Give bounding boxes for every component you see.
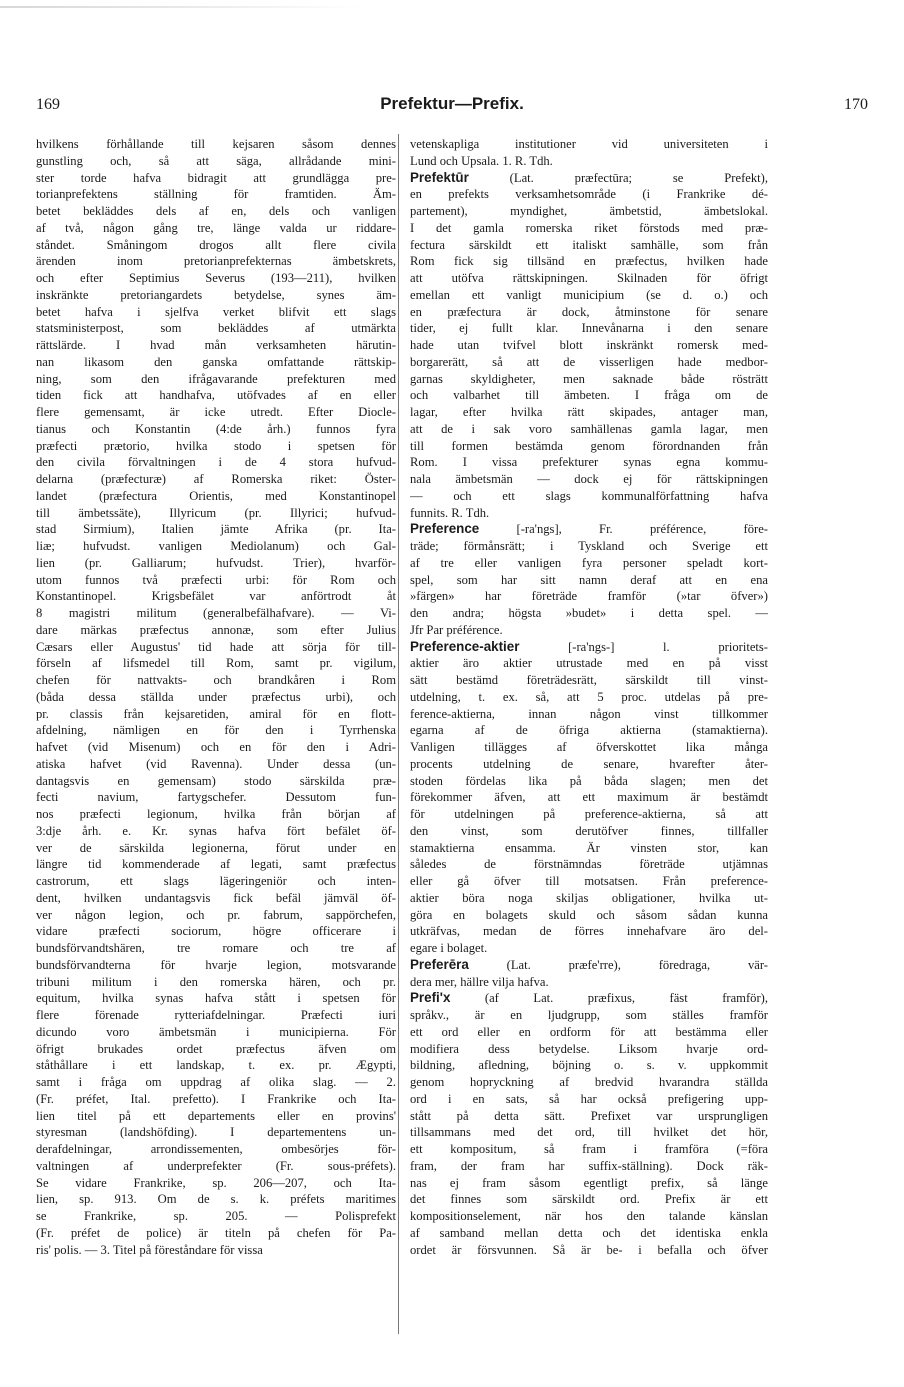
text-line: ordet är försvunnen. Så är be- i befalla och öfver bbox=[410, 1242, 768, 1257]
text-line: statsministerpost, som bekläddes af utmärkta bbox=[36, 321, 396, 336]
text-line: vetenskapliga institutioner vid universiteten i bbox=[410, 137, 768, 151]
text-line: utom funnos två præfecti urbi: för Rom och bbox=[36, 572, 396, 587]
right-column bbox=[410, 136, 768, 1258]
scan-edge-mark bbox=[0, 6, 904, 8]
text-line: af tre eller vanligen fyra personer speladt kort- bbox=[410, 555, 768, 570]
text-line: egarna af de öfriga aktierna (stamaktierna). bbox=[410, 723, 768, 738]
text-line: att utöfva rättskipningen. Skilnaden för öfrigt bbox=[410, 271, 768, 285]
text-line: dera mer, hällre vilja hafva. bbox=[410, 974, 549, 989]
text-line: genom hopryckning af bredvid hvarandra ställda bbox=[410, 1075, 768, 1089]
text-line: tiden fick att handhafva, utöfvades af en eller bbox=[36, 388, 396, 403]
text-line: betet bekläddes dels af en, dels och vanligen bbox=[36, 204, 396, 218]
text-line: den vinst, som derutöfver finnes, tillfaller bbox=[410, 823, 768, 838]
text-line: landet (præfectura Orientis, med Konstantinopel bbox=[36, 488, 396, 503]
text-line: lien, sp. 913. Om de s. k. préfets maritimes bbox=[36, 1192, 396, 1207]
text-line: garnas skyldigheter, men saknade både rösträtt bbox=[410, 371, 768, 386]
text-line: utkräfvas, medan de förres innehafvare äro del- bbox=[410, 924, 768, 939]
text-line: ärenden inom pretorianprefekternas ämbetskrets, bbox=[36, 254, 396, 269]
text-line: (Fr. préfet, Ital. prefetto). I Frankrike och Ita- bbox=[36, 1091, 396, 1106]
text-line: se Frankrike, sp. 205. — Polisprefekt bbox=[36, 1209, 396, 1223]
headword: Prefektūr bbox=[410, 169, 469, 185]
text-line: lien (pr. Galliarum; hufvudst. Trier), hvarför- bbox=[36, 555, 396, 570]
text-line: borgarerätt, så att de visserligen hade medbor- bbox=[410, 354, 768, 369]
text-line: dicundo voro ämbetsmän i municipierna. För bbox=[36, 1024, 396, 1039]
page-header bbox=[36, 96, 868, 118]
text-line: Rom. I vissa prefekturer synas egna kommu- bbox=[410, 455, 768, 470]
text-line: fectura särskildt ett italiskt samhälle, som från bbox=[410, 237, 768, 252]
text-line: kompositionselement, när hos den talande känslan bbox=[410, 1209, 768, 1223]
text-line: till ämbetssäte), Illyricum (pr. Illyrici; hufvud- bbox=[36, 505, 396, 520]
text-line: till formen bestämda genom förordnanden från bbox=[410, 438, 768, 453]
text-line: ris' polis. — 3. Titel på föreståndare för vissa bbox=[36, 1242, 263, 1257]
text-line: träde; förmånsrätt; i Tyskland och Sverige ett bbox=[410, 539, 768, 553]
text-line: modifiera dess betydelse. Liksom hvarje ord- bbox=[410, 1041, 768, 1056]
text-line: språkv., är en ljudgrupp, som ställes framför bbox=[410, 1008, 768, 1022]
text-line: den civila förvaltningen i de 4 stora hufvud- bbox=[36, 455, 396, 470]
text-line: stoden fördelas lika på båda slagen; men det bbox=[410, 773, 768, 788]
page-number-left: 169 bbox=[36, 96, 60, 113]
text-line: ord i en sats, så har också prefigering upp- bbox=[410, 1091, 768, 1106]
text-line: fram, der fram har suffix-ställning). Dock räk- bbox=[410, 1158, 768, 1173]
text-line: funnits. R. Tdh. bbox=[410, 505, 490, 520]
text-line: rättslärde. I hvad mån verksamheten härutin- bbox=[36, 338, 396, 352]
text-line: för utdelningen på preference-aktierna, så att bbox=[410, 807, 768, 821]
text-line: dare märkas præfectus annonæ, som efter Julius bbox=[36, 622, 396, 637]
text-line: liæ; hufvudst. vanligen Mediolanum) och Gal- bbox=[36, 539, 396, 553]
text-line: stad Sirmium), Italien jämte Afrika (pr. Ita- bbox=[36, 522, 396, 537]
text-line: Jfr Par préférence. bbox=[410, 622, 503, 637]
text-line: 8 magistri militum (generalbefälhafvare). — Vi- bbox=[36, 606, 396, 620]
text-line: castrorum, ett slags lägeringeniör och inten- bbox=[36, 874, 396, 888]
text-line: delarna (præfecturæ) af Romerska riket: Öster- bbox=[36, 472, 396, 486]
text-line: hade utan tvifvel blott inskränkt romersk med- bbox=[410, 338, 768, 352]
text-line: betet hafva i sjelfva verket blifvit ett slags bbox=[36, 304, 396, 319]
text-line: 3:dje årh. e. Kr. synas hafva fört befälet öf- bbox=[36, 823, 396, 838]
text-line: längre tid kommenderade af legati, samt præfectus bbox=[36, 857, 396, 872]
text-line: pr. classis från kejsaretiden, amiral för en flott- bbox=[36, 706, 396, 721]
text-line: partement), myndighet, ämbetstid, ämbetslokal. bbox=[410, 204, 768, 218]
text-line: (båda dessa ställda under præfectus urbi), och bbox=[36, 689, 396, 704]
text-line: egare i bolaget. bbox=[410, 941, 488, 955]
text-line: ver de särskilda legionerna, förut under en bbox=[36, 840, 396, 855]
text-line: tider, ej fullt klar. Innevånarna i den senare bbox=[410, 321, 768, 336]
text-line: och valbarhet till ämbeten. I fråga om de bbox=[410, 388, 768, 403]
headword: Preference bbox=[410, 521, 480, 537]
text-line: »färgen» har företräde framför (»tar öfver») bbox=[410, 589, 768, 604]
left-column bbox=[36, 136, 396, 1258]
text-line: ver någon legion, och pr. fabrum, sappörchefen, bbox=[36, 907, 396, 922]
text-line: præfecti prætorio, hvilka stodo i spetsen för bbox=[36, 438, 396, 453]
text-line: Prefi'x (af Lat. præfixus, fäst framför), bbox=[410, 990, 768, 1006]
text-line: lagar, efter hvilka rätt skipades, antager man, bbox=[410, 405, 768, 419]
text-line: Rom fick sig tillsänd en præfectus, hvilken hade bbox=[410, 254, 768, 269]
text-line: utdelning, t. ex. så, att 5 proc. utdelas på pre- bbox=[410, 689, 768, 704]
headword: Prefi'x bbox=[410, 990, 451, 1006]
text-line: bundsförvandtshären, tre romare och tre af bbox=[36, 941, 396, 955]
text-line: emellan ett vanligt municipium (se d. o.) och bbox=[410, 287, 768, 302]
text-line: samt i fråga om uppdrag af olika slag. — 2. bbox=[36, 1075, 396, 1089]
text-line: bildning, afledning, böjning o. s. v. uppkommit bbox=[410, 1058, 768, 1073]
text-line: att de i sak voro samhällenas gamla lagar, men bbox=[410, 421, 768, 436]
text-line: Preference [-ra'ngs], Fr. préférence, före- bbox=[410, 521, 768, 537]
text-line: ett kompositum, så fram i framföra (=föra bbox=[410, 1142, 768, 1156]
text-line: således de förstnämndas företräde utjämnas bbox=[410, 857, 768, 872]
text-line: bundsförvandterna för hvarje legion, motsvarande bbox=[36, 957, 396, 972]
text-line: hafvet (vid Misenum) och en för den i Adri- bbox=[36, 740, 396, 754]
text-line: styresman (landshöfding). I departementens un- bbox=[36, 1125, 396, 1140]
text-line: afdelning, nämligen en för den i Tyrrhenska bbox=[36, 723, 396, 738]
text-line: Se vidare Frankrike, sp. 206—207, och Ita- bbox=[36, 1175, 396, 1190]
text-line: ster torde hafva bidragit att grundlägga pre- bbox=[36, 170, 396, 185]
headword: Preferēra bbox=[410, 956, 469, 972]
text-line: Cæsars eller Augustus' tid hade att sörja för till- bbox=[36, 639, 396, 654]
text-line: fecti navium, fartygschefer. Dessutom fun- bbox=[36, 790, 396, 805]
text-line: gunstling och, så att säga, allrådande mini- bbox=[36, 153, 396, 168]
text-line: nos præfecti legionum, hvilka från början af bbox=[36, 807, 396, 821]
text-line: och efter Septimius Severus (193—211), hvilken bbox=[36, 271, 396, 285]
text-line: stått på detta sätt. Prefixet var ursprungligen bbox=[410, 1108, 768, 1123]
text-line: hvilkens förhållande till kejsaren såsom dennes bbox=[36, 137, 396, 151]
text-line: eller gå öfver till motsatsen. Från preference- bbox=[410, 874, 768, 888]
text-line: aktier böra noga skiljas obligationer, hvilka ut- bbox=[410, 890, 768, 905]
text-line: lien titel på ett departements eller en provins' bbox=[36, 1108, 396, 1123]
text-line: Prefektūr (Lat. præfectūra; se Prefekt), bbox=[410, 169, 768, 185]
text-line: Vanligen tillägges af öfverskottet lika många bbox=[410, 740, 768, 754]
text-line: nan likasom den ganska omfattande rättskip- bbox=[36, 354, 396, 369]
text-line: Lund och Upsala. 1. R. Tdh. bbox=[410, 153, 553, 168]
text-line: I det gamla romerska riket förstods med præ- bbox=[410, 220, 768, 235]
running-head: Prefektur—Prefix. bbox=[380, 94, 524, 113]
text-line: det finnes som särskildt ord. Prefix är ett bbox=[410, 1192, 768, 1207]
text-line: göra en bolagets skuld och såsom sådan kunna bbox=[410, 907, 768, 922]
text-line: ståthållare i ett landskap, t. ex. pr. Ægypti, bbox=[36, 1058, 396, 1073]
headword: Preference-aktier bbox=[410, 638, 520, 654]
text-line: tribuni militum i den romerska hären, och pr. bbox=[36, 974, 396, 989]
text-line: af två, någon gång tre, länge valda ur riddare- bbox=[36, 220, 396, 235]
text-line: stamaktierna ensamma. Är vinsten stor, kan bbox=[410, 840, 768, 855]
text-line: flere förenade rytteriafdelningar. Præfecti iuri bbox=[36, 1008, 396, 1022]
text-line: sätt bestämd företrädesrätt, särskildt till vinst- bbox=[410, 673, 768, 687]
text-line: förseln af lifsmedel till Rom, samt pr. vigilum, bbox=[36, 656, 396, 671]
text-line: ståndet. Småningom drogos allt flere civila bbox=[36, 237, 396, 252]
text-line: nala ämbetsmän — dock ej för rättskipningen bbox=[410, 472, 768, 486]
column-divider bbox=[398, 134, 399, 1334]
text-line: atiska hafvet (vid Ravenna). Under dessa (un- bbox=[36, 756, 396, 771]
text-line: tianus och Konstantin (4:de årh.) funnos fyra bbox=[36, 421, 396, 436]
text-line: vidare præfecti sociorum, högre officerare i bbox=[36, 924, 396, 939]
text-line: valtningen af underprefekter (Fr. sous-préfets). bbox=[36, 1158, 396, 1173]
text-line: öfrigt brukades ordet præfectus äfven om bbox=[36, 1041, 396, 1056]
text-line: dantagsvis en gemensam) stodo särskilda præ- bbox=[36, 773, 396, 788]
text-line: ning, som den ifrågavarande prefekturen med bbox=[36, 371, 396, 386]
text-line: den andra; högsta »budet» i detta spel. — bbox=[410, 606, 768, 620]
text-line: torianprefektens ställning för framtiden. Äm- bbox=[36, 187, 396, 202]
text-line: procents utdelning de senare, hvarefter åter- bbox=[410, 756, 768, 771]
text-line: spel, som har sitt namn deraf att en ena bbox=[410, 572, 768, 587]
text-line: inskränkte pretoriangardets betydelse, synes äm- bbox=[36, 287, 396, 302]
text-line: förekommer äfven, att ett maximum är bestämdt bbox=[410, 790, 768, 805]
text-line: (Fr. préfet de police) är titeln på chefen för Pa- bbox=[36, 1225, 396, 1240]
text-line: equitum, hvilka synas hafva stått i spetsen för bbox=[36, 991, 396, 1006]
text-line: Preferēra (Lat. præfe'rre), föredraga, vär- bbox=[410, 956, 768, 972]
text-line: derafdelningar, arrondissementen, ombesörjes för- bbox=[36, 1142, 396, 1156]
text-line: af samband mellan detta och det identiska enkla bbox=[410, 1225, 768, 1240]
text-line: — och ett slags kommunalförfattning hafva bbox=[410, 488, 768, 503]
page-number-right: 170 bbox=[844, 96, 868, 113]
text-line: nas ej fram såsom egentligt prefix, så länge bbox=[410, 1175, 768, 1190]
text-line: flere gemensamt, är icke utredt. Efter Diocle- bbox=[36, 405, 396, 419]
text-line: Konstantinopel. Krigsbefälet var anförtrodt åt bbox=[36, 589, 396, 604]
text-line: chefen för nattvakts- och brandkåren i Rom bbox=[36, 673, 396, 687]
text-line: en prefekts verksamhetsområde (i Frankrike dé- bbox=[410, 187, 768, 202]
text-line: en præfectura är dock, åtminstone för senare bbox=[410, 304, 768, 319]
text-line: tillsammans med det ord, till hvilket det hör, bbox=[410, 1125, 768, 1140]
text-line: ett ord eller en ordform för att bestämma eller bbox=[410, 1024, 768, 1039]
text-line: Preference-aktier [-ra'ngs-] l. prioritets- bbox=[410, 638, 768, 654]
text-line: aktier äro aktier utrustade med en på visst bbox=[410, 656, 768, 671]
text-line: ference-aktierna, innan någon vinst tillkommer bbox=[410, 706, 768, 721]
text-line: dent, hvilken undantagsvis fick befäl jämväl öf- bbox=[36, 890, 396, 905]
